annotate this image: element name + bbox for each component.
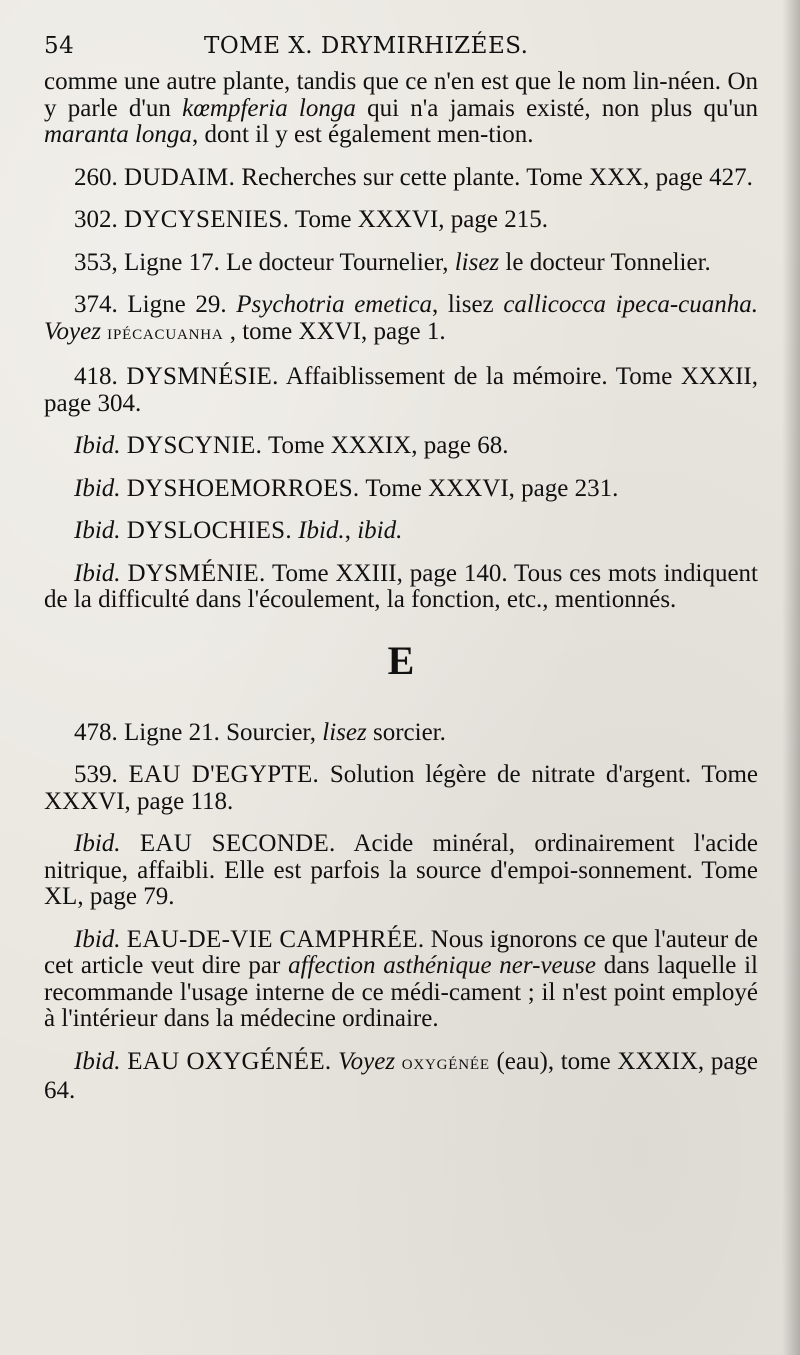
entry-353: 353, Ligne 17. Le docteur Tournelier, lisez le docteur Tonnelier. [74,248,711,276]
entry-list [44,69,758,1105]
entry-continuation: comme une autre plante, tandis que ce n'en est que le nom lin-néen. On y parle d'un kœmpferia longa qui n'a jamais existé, non plus qu'un maranta longa, dont il y est également men-tion. [44,68,758,148]
entry-eau-seconde: Ibid. EAU SECONDE. Acide minéral, ordinairement l'acide nitrique, affaibli. Elle est parfois la source d'empoi-sonnement. Tome XL, page 79. [44,830,758,910]
running-head [44,33,758,69]
entry-dysmenie: Ibid. DYSMÉNIE. Tome XXIII, page 140. Tous ces mots indiquent de la difficulté dans l'écoulement, la fonction, etc., mentionnés. [44,559,758,613]
entry-eau-oxygenee: Ibid. EAU OXYGÉNÉE. Voyez OXYGÉNÉE (eau), tome XXXIX, page 64. [44,1047,759,1104]
header-title: TOME X. DRYMIRHIZÉES. [204,33,529,59]
entry-374: 374. Ligne 29. Psychotria emetica, lisez callicocca ipeca-cuanha. Voyez IPÉCACUANHA , tome XXVI, page 1. [44,291,758,345]
entry-dyshoemorroes: Ibid. DYSHOEMORROES. Tome XXXVI, page 231. [74,474,619,502]
entry-dysmnesie: 418. DYSMNÉSIE. Affaiblissement de la mémoire. Tome XXXII, page 304. [44,363,758,417]
entry-eau-degypte: 539. EAU D'EGYPTE. Solution légère de nitrate d'argent. Tome XXXVI, page 118. [44,761,759,815]
entry-dycysenies: 302. DYCYSENIES. Tome XXXVI, page 215. [74,206,548,233]
entry-dyscynie: Ibid. DYSCYNIE. Tome XXXIX, page 68. [74,432,509,459]
page-number: 54 [44,33,75,59]
section-letter: E [387,637,415,683]
entry-dudaim: 260. DUDAIM. Recherches sur cette plante. Tome XXX, page 427. [74,163,753,191]
entry-dyslochies: Ibid. DYSLOCHIES. Ibid., ibid. [74,517,403,544]
entry-478: 478. Ligne 21. Sourcier, lisez sorcier. [74,718,446,746]
entry-eau-de-vie-camphree: Ibid. EAU-DE-VIE CAMPHRÉE. Nous ignorons ce que l'auteur de cet article veut dire par affection asthénique ner-veuse dans laquelle il recommande l'usage interne de ce médi-cament ; il n'est point employé à l'intérieur dans la médecine ordinaire. [44,925,759,1032]
